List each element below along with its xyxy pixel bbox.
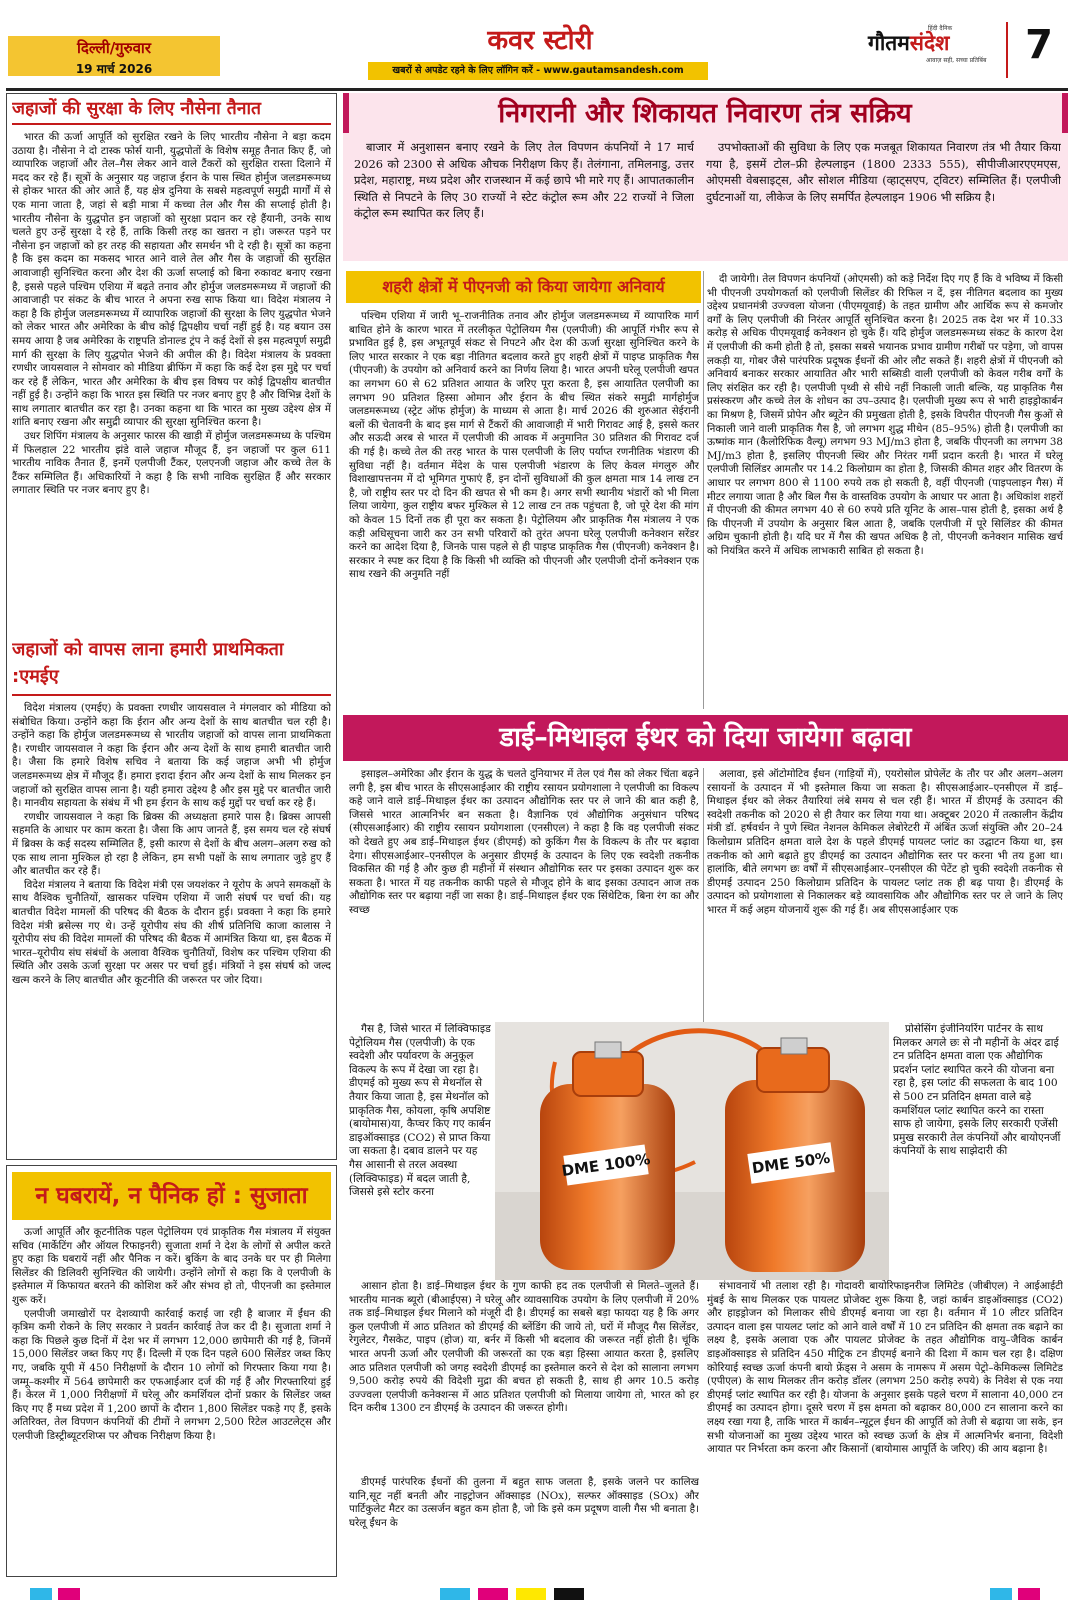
monitoring-accent-left <box>343 93 349 133</box>
dme-col2-bottom: संभावनायें भी तलाश रही है। गोदावरी बायोरिफाइनरीज लिमिटेड (जीबीएल) ने आईआईटी मुंबई के साथ मिलकर एक पायलट प्रोजेक्ट शुरू किया है, जहां कार्बन डाइऑक्साइड (CO2) और हाइड्रोजन को मिलाकर सीधे डीएमई बनाया जा रहा है। वर्तमान में 10 लीटर प्रतिदिन उत्पादन वाला इस पायलट प्लांट को आने वाले वर्षों में 10 टन प्रतिदिन की क्षमता तक बढ़ाने का लक्ष्य है, इसके अलावा एक और पायलट प्रोजेक्ट के तहत औद्योगिक वायु–जैविक कार्बन डाइऑक्साइड से प्रतिदिन 450 मीट्रिक टन डीएमई बनाने की दिशा में काम चल रहा है। दक्षिण कोरियाई स्वच्छ ऊर्जा कंपनी बायो फ्रेंड्स ने असम के नामरूप में असम पेट्रो–केमिकल्स लिमिटेड (एपीएल) के साथ मिलकर तीन करोड़ डॉलर (लगभग 250 करोड़ रुपये) के निवेश से एक नया डीएमई प्लांट स्थापित कर रही है। योजना के अनुसार इसके पहले चरण में सालाना 40,000 टन डीएमई का उत्पादन होगा। दूसरे चरण में इस क्षमता को बढ़ाकर 80,000 टन सालाना करने का लक्ष्य रखा गया है, ताकि भारत में कार्बन–न्यूट्रल ईंधन की आपूर्ति को तेजी से बढ़ाया जा सके, इन सभी योजनाओं का मुख्य उद्देश्य भारत को स्वच्छ ऊर्जा के क्षेत्र में आत्मनिर्भर बनाना, विदेशी आयात पर निर्भरता कम करना और किसानों (बायोमास आपूर्ति के जरिए) की आय बढ़ाना है। <box>707 1280 1063 1456</box>
top-rule <box>6 88 1068 91</box>
dme-cylinders-photo <box>495 1022 889 1280</box>
yellow-mark <box>516 1588 546 1600</box>
png-headline: शहरी क्षेत्रों में पीएनजी को किया जायेगा अनिवार्य <box>346 271 701 303</box>
dme-headline: डाई–मिथाइल ईथर को दिया जायेगा बढ़ावा <box>499 722 912 753</box>
magenta-mark <box>478 1588 508 1600</box>
sujata-headline: न घबरायें, न पैनिक हों : सुजाता <box>12 1172 331 1220</box>
dme-col1-bottom: आसान होता है। डाई–मिथाइल ईथर के गुण काफी हद तक एलपीजी से मिलते–जुलते हैं। भारतीय मानक ब्यूरो (बीआईएस) ने घरेलू और व्यावसायिक उपयोग के लिए एलपीजी में 20% तक डाई–मिथाइल ईथर मिलाने को मंजूरी दी है। डीएमई का सबसे बड़ा फायदा यह है कि अगर कुल एलपीजी में आठ प्रतिशत को डीएमई की ब्लेंडिंग की जाये तो, घरों में मौजूद गैस सिलेंडर, रेगुलेटर, गैसकेट, पाइप (होज) या, बर्नर में किसी भी बदलाव की जरूरत नहीं होती है। चूंकि भारत अपनी ऊर्जा और एलपीजी की जरूरतों का एक बड़ा हिस्सा आयात करता है, इसलिए आठ प्रतिशत एलपीजी को जगह स्वदेशी डीएमई का इस्तेमाल करने से देश को सालाना लगभग 9,500 करोड़ रुपये की विदेशी मुद्रा की बचत हो सकती है, साथ ही अगर 10.5 करोड़ उज्ज्वला एलपीजी कनेक्शन्स में आठ प्रतिशत एलपीजी को मिलाया जायेगा तो, भारत को हर दिन करीब 1300 टन डीएमई के उत्पादन की जरूरत होगी। <box>349 1280 699 1415</box>
logo-text-left: गौतम <box>868 31 910 55</box>
masthead <box>0 0 1074 88</box>
priority-paragraph: रणधीर जायसवाल ने कहा कि ब्रिक्स की अध्यक्षता हमारे पास है। ब्रिक्स आपसी सहमति के आधार पर काम करता है। जैसा कि आप जानते हैं, इस समय चल रहे संघर्ष में ब्रिक्स के कई सदस्य सम्मिलित हैं, इसी कारण से देशों के बीच अलग–अलग रुख को एक साथ लाना मुश्किल हो रहा है लेकिन, हम सभी पक्षों के साथ लगातार जुड़े हुए हैं और बातचीत कर रहे हैं। <box>12 810 331 878</box>
dme-column-rule <box>703 768 704 1023</box>
page-divider <box>1006 22 1008 78</box>
sujata-paragraph: ऊर्जा आपूर्ति और कूटनीतिक पहल पेट्रोलियम एवं प्राकृतिक गैस मंत्रालय में संयुक्त सचिव (मार्केटिंग और ऑयल रिफाइनरी) सुजाता शर्मा ने देश के लोगों से अपील करते हुए कहा कि घबरायें नहीं और पैनिक न करें। बुकिंग के बाद उनके घर पर ही मिलेगा सिलेंडर की डिलिवरी सुनिश्चित की जायेगी। उन्होंने लोगों से कहा कि वे एलपीजी के इस्तेमाल में किफायत बरतने की कोशिश करें और संभव हो तो, पीएनजी का इस्तेमाल शुरू करें। <box>12 1226 331 1306</box>
magenta-mark <box>1018 1588 1040 1600</box>
priority-story <box>12 636 331 1156</box>
dme-col2-top: अलावा, इसे ऑटोमोटिव ईंधन (गाड़ियों में), एयरोसोल प्रोपेलेंट के तौर पर और अलग–अलग रसायनों के उत्पादन में भी इस्तेमाल किया जा सकता है। सीएसआईआर–एनसीएल में डाई–मिथाइल ईथर को लेकर तैयारियां लंबे समय से चल रही हैं। भारत में डीएमई के उत्पादन की स्वदेशी तकनीक को 2020 से ही तैयार कर लिया गया था। अक्टूबर 2020 में तत्कालीन केंद्रीय मंत्री डॉ. हर्षवर्धन ने पुणे स्थित नेशनल केमिकल लेबोरेटरी में अंबिंत ऊर्जा संयुक्ति और 20–24 किलोग्राम प्रतिदिन क्षमता वाले देश के पहले डीएमई पायलट प्लांट का उद्घाटन किया था, इस तकनीक को आगे बढ़ाते हुए डीएमई का उत्पादन औद्योगिक स्तर पर करना भी तय हुआ था। हालांकि, बीते लगभग छः वर्षों में सीएसआईआर–एनसीएल की पेटेंट हो चुकी स्वदेशी तकनीक से डीएमई उत्पादन 250 किलोग्राम प्रतिदिन के पायलट प्लांट तक ही बढ़ पाया है। डीएमई के उत्पादन को प्रयोगशाला से निकालकर बड़े व्यावसायिक और औद्योगिक स्तर पर ले जाने के लिए भारत में कई अहम योजनायें शुरू की गई हैं। अब सीएसआईआर एक <box>707 768 1063 916</box>
issue-date: 19 मार्च 2026 <box>75 62 153 76</box>
logo-subtitle: आवाज़ सही, सच्चा प्रतिबिंब <box>926 57 987 64</box>
monitoring-col2: उपभोक्ताओं की सुविधा के लिए एक मजबूत शिकायत निवारण तंत्र भी तैयार किया गया है, इसमें टोल–फ्री हेल्पलाइन (1800 2333 555), सीपीजीआरएएमएस, ओएमसी वेबसाइट्स, और सोशल मीडिया (व्हाट्सएप, ट्विटर) सम्मिलित हैं। एलपीजी दुर्घटनाओं या, लीकेज के लिए समर्पित हेल्पलाइन 1906 भी सक्रिय है। <box>706 140 1061 204</box>
png-col1: पश्चिम एशिया में जारी भू–राजनीतिक तनाव और होर्मुज जलडमरूमध्य में व्यापारिक मार्ग बाधित होने के कारण भारत में तरलीकृत पेट्रोलियम गैस (एलपीजी) की आपूर्ति गंभीर रूप से प्रभावित हुई है, इस अभूतपूर्व संकट से निपटने और देश की ऊर्जा सुरक्षा सुनिश्चित करने के लिए भारत सरकार ने एक बड़ा नीतिगत बदलाव करते हुए शहरी क्षेत्रों में पाइप्ड प्राकृतिक गैस (पीएनजी) के उपयोग को अनिवार्य करने का निर्णय लिया है। भारत अपनी घरेलू एलपीजी खपत का लगभग 60 से 62 प्रतिशत आयात के जरिए पूरा करता है, इस आयातित एलपीजी का लगभग 90 प्रतिशत हिस्सा ओमान और ईरान के बीच स्थित संकरे समुद्री मार्गहोर्मुज जलडमरूमध्य (स्ट्रेट ऑफ होर्मुज) के माध्यम से आता है। मार्च 2026 की शुरुआत सेईरानी बलों की चेतावनी के बाद इस मार्ग से टैंकरों की आवाजाही में भारी गिरावट आई है, इससे कतर और सऊदी अरब से भारत में एलपीजी की आवक में अनुमानित 30 प्रतिशत की गिरावट दर्ज की गई है। कच्चे तेल की तरह भारत के पास एलपीजी के लिए पर्याप्त रणनीतिक भंडारण की सुविधा नहीं है। वर्तमान मेंदेश के पास एलपीजी भंडारण के लिए केवल मंगलुरु और विशाखापत्तनम में दो भूमिगत गुफाएं हैं, इन दोनों सुविधाओं की कुल क्षमता मात्र 14 लाख टन है, जो राष्ट्रीय स्तर पर दो दिन की खपत से भी कम है। अगर सभी स्थानीय भंडारों को भी मिला लिया जायेगा, कुल राष्ट्रीय बफर मुश्किल से 12 लाख टन तक पहुंचता है, जो पूरे देश की मांग को केवल 15 दिनों तक ही पूरा कर सकता है। पेट्रोलियम और प्राकृतिक गैस मंत्रालय ने एक कड़ी अधिसूचना जारी कर उन सभी परिवारों को तुरंत अपना घरेलू एलपीजी कनेक्शन सरेंडर करने का आदेश दिया है, जिनके पास पहले से ही पाइप्ड प्राकृतिक गैस (पीएनजी) कनेक्शन है। सरकार ने स्पष्ट कर दिया है कि किसी भी व्यक्ति को पीएनजी और एलपीजी दोनों कनेक्शन एक साथ रखने की अनुमति नहीं <box>349 310 699 581</box>
navy-paragraph: भारत की ऊर्जा आपूर्ति को सुरक्षित रखने के लिए भारतीय नौसेना ने बड़ा कदम उठाया है। नौसेना ने दो टास्क फोर्स यानी, युद्धपोतों के विशेष समूह तैनात किए हैं, जो व्यापारिक जहाजों और तेल–गैस लेकर आने वाले टैंकरों को सुरक्षित रास्ता दिलाने में मदद कर रहे हैं। सूत्रों के अनुसार यह जहाज ईरान के पास स्थित होर्मुज जलडमरूमध्य से होकर भारत की ओर आते हैं, यह क्षेत्र दुनिया के सबसे महत्वपूर्ण समुद्री मार्गों में से एक माना जाता है, जहां से बड़ी मात्रा में कच्चा तेल और गैस की सप्लाई होती है। भारतीय नौसेना के युद्धपोत इन जहाजों को सुरक्षा प्रदान कर रहे हैंयानी, उनके साथ चलते हुए उन्हें सुरक्षा दे रहे हैं, ताकि किसी तरह का खतरा न हो। जरूरत पड़ने पर नौसेना इन जहाजों को हर तरह की सहायता और समर्थन भी दे रही है। सूत्रों का कहना है कि इस कदम का मकसद भारत आने वाले तेल और गैस के जहाजों की सुरक्षित आवाजाही सुनिश्चित करना और देश की ऊर्जा सप्लाई को बिना रुकावट बनाए रखना है, इससे पहले पश्चिम एशिया में बढ़ते तनाव और होर्मुज जलडमरूमध्य में जहाजों की आवाजाही पर संकट के बीच भारत ने अपना रुख साफ किया था। विदेश मंत्रालय ने कहा है कि होर्मुज जलडमरूमध्य में व्यापारिक जहाजों की सुरक्षा के लिए युद्धपोत भेजने को लेकर भारत और अमेरिका के बीच कोई द्विपक्षीय चर्चा नहीं हुई है। यह बयान उस समय आया है जब अमेरिका के राष्ट्रपति डोनाल्ड ट्रंप ने कई देशों से इस महत्वपूर्ण समुद्री मार्ग की सुरक्षा के लिए युद्धपोत भेजने की अपील की है। विदेश मंत्रालय के प्रवक्ता रणधीर जायसवाल ने सोमवार को मीडिया ब्रीफिंग में कहा कि कई देश इस मुद्दे पर चर्चा कर रहे हैं लेकिन, भारत और अमेरिका के बीच इस विषय पर कोई द्विपक्षीय बातचीत नहीं हुई है। उन्होंने कहा कि भारत इस स्थिति पर नजर बनाए हुए है और विभिन्न देशों के साथ लगातार बातचीत कर रहा है। उनका कहना था कि भारत का मुख्य उद्देश्य क्षेत्र में शांति बनाए रखना और समुद्री व्यापार की सुरक्षा सुनिश्चित करना है। <box>12 131 331 429</box>
color-registration-bar <box>0 1584 1074 1600</box>
priority-paragraph: विदेश मंत्रालय (एमईए) के प्रवक्ता रणधीर जायसवाल ने मंगलवार को मीडिया को संबोधित किया। उन्होंने कहा कि ईरान और अन्य देशों के साथ बातचीत चल रही है। उन्होंने कहा कि होर्मुज जलडमरूमध्य से भारतीय जहाजों को वापस लाना प्राथमिकता है। रणधीर जायसवाल ने कहा कि ईरान और अन्य देशों के साथ हमारी बातचीत जारी है। जैसा कि हमारे विशेष सचिव ने बताया कि कई जहाज अभी भी होर्मुज जलडमरूमध्य क्षेत्र में मौजूद हैं। हमारा इरादा ईरान और अन्य देशों के साथ मिलकर इन जहाजों को सुरक्षित वापस लाना है। यही हमारा उद्देश्य है और इस मुद्दे पर बातचीत जारी है। मानवीय सहायता के संबंध में भी हम ईरान के साथ कई मुद्दों पर चर्चा कर रहे हैं। <box>12 702 331 810</box>
logo-top-text: हिंदी दैनिक <box>928 25 953 32</box>
cylinder-left-label: DME 100% <box>560 1149 652 1181</box>
cyan-mark <box>30 1588 52 1600</box>
website-link[interactable]: www.gautamsandesh.com <box>543 65 684 76</box>
dme-col1-left: गैस है, जिसे भारत में लिक्विफाइड पेट्रोलियम गैस (एलपीजी) के एक स्वदेशी और पर्यावरण के अनुकूल विकल्प के रूप में देखा जा रहा है। डीएमई को मुख्य रूप से मेथनॉल से तैयार किया जाता है, इस मेथनॉल को प्राकृतिक गैस, कोयला, कृषि अपशिष्ट (बायोमास)या, कैप्चर किए गए कार्बन डाइऑक्साइड (CO2) से प्राप्त किया जा सकता है। दबाव डालने पर यह गैस आसानी से तरल अवस्था (लिक्विफाइड) में बदल जाती है, जिससे इसे स्टोर करना <box>349 1023 491 1199</box>
dme-col2-right: प्रोसेसिंग इंजीनियरिंग पार्टनर के साथ मिलकर अगले छः से नौ महीनों के अंदर ढाई टन प्रतिदिन क्षमता वाला एक औद्योगिक प्रदर्शन प्लांट स्थापित करने की योजना बना रहा है, इस प्लांट की सफलता के बाद 100 से 500 टन प्रतिदिन क्षमता वाले बड़े कमर्शियल प्लांट स्थापित करने का रास्ता साफ हो जायेगा, इसके लिए सरकारी एजेंसी प्रमुख सरकारी तेल कंपनियों और बायोएनर्जी कंपनियों के साथ साझेदारी की <box>893 1023 1061 1158</box>
cyan-mark <box>990 1588 1012 1600</box>
monitoring-col1: बाजार में अनुशासन बनाए रखने के लिए तेल विपणन कंपनियों ने 17 मार्च 2026 को 2300 से अधिक औचक निरीक्षण किए हैं। तेलंगाना, तमिलनाडु, उत्तर प्रदेश, महाराष्ट्र, मध्य प्रदेश और राजस्थान में कई छापे भी मारे गए हैं। आपातकालीन स्थिति से निपटने के लिए 30 राज्यों ने स्टेट कंट्रोल रूम और 22 राज्यों ने जिला कंट्रोल रूम स्थापित कर लिए हैं। <box>354 140 694 220</box>
navy-story <box>12 97 331 631</box>
dme-col1-top: इसाइल–अमेरिका और ईरान के युद्ध के चलते दुनियाभर में तेल एवं गैस को लेकर चिंता बढ़ने लगी है, इस बीच भारत के सीएसआईआर की राष्ट्रीय रसायन प्रयोगशाला ने एलपीजी का विकल्प कहे जाने वाले डाई–मिथाइल ईथर का उत्पादन औद्योगिक स्तर पर ले जाने की बात कही है, जिससे भारत आत्मनिर्भर बन सकता है। वैज्ञानिक एवं औद्योगिक अनुसंधान परिषद (सीएसआईआर) की राष्ट्रीय रसायन प्रयोगशाला (एनसीएल) ने कहा है कि वह एलपीजी संकट को देखते हुए अब डाई–मिथाइल ईथर (डीएमई) को कुकिंग गैस के विकल्प के तौर पर बढ़ावा देगा। सीएसआईआर–एनसीएल के अनुसार डीएमई के उत्पादन के लिए एक स्वदेशी तकनीक विकसित की गई है और कुछ ही महीनों में संस्थान औद्योगिक स्तर पर इसका उत्पादन शुरू कर सकता है। भारत में यह तकनीक काफी पहले से मौजूद होने के बाद इसका उत्पादन आज तक औद्योगिक स्तर पर बढ़ाया नहीं जा सका है। डाई–मिथाइल ईथर एक सिंथेटिक, बिना रंग का और स्वच्छ <box>349 768 699 916</box>
navy-paragraph: उधर शिपिंग मंत्रालय के अनुसार फारस की खाड़ी में होर्मुज जलडमरूमध्य के पश्चिम में फिलहाल 22 भारतीय झंडे वाले जहाज मौजूद हैं, इन जहाजों पर कुल 611 भारतीय नाविक तैनात हैं, इनमें एलपीजी टैंकर, एलएनजी जहाज और कच्चे तेल के टैंकर सम्मिलित हैं। अधिकारियों ने कहा है कि सभी नाविक सुरक्षित हैं और सरकार लगातार स्थिति पर नजर बनाए हुए है। <box>12 430 331 497</box>
priority-paragraph: विदेश मंत्रालय ने बताया कि विदेश मंत्री एस जयशंकर ने यूरोप के अपने समकक्षों के साथ वैश्विक चुनौतियों, खासकर पश्चिम एशिया में जारी संघर्ष पर चर्चा की। यह बातचीत विदेश मामलों की परिषद की बैठक के दौरान हुई। प्रवक्ता ने कहा कि हमारे विदेश मंत्री ब्रसेल्स गए थे। उन्हें यूरोपीय संघ की शीर्ष प्रतिनिधि काजा कालास ने यूरोपीय संघ की विदेश मामलों की परिषद की बैठक में आमंत्रित किया था, इस बैठक में भारत–यूरोपीय संघ संबंधों के अलावा वैश्विक चुनौतियों, विशेष कर पश्चिम एशिया की स्थिति और उसके ऊर्जा सुरक्षा पर असर पर चर्चा हुई। मंत्रियों ने इस संघर्ष को जल्द खत्म करने के लिए बातचीत और कूटनीति की जरूरत पर जोर दिया। <box>12 878 331 986</box>
priority-headline: जहाजों को वापस लाना हमारी प्राथमिकता :एमईए <box>12 636 331 696</box>
navy-headline: जहाजों की सुरक्षा के लिए नौसेना तैनात <box>12 97 331 125</box>
tagline-text: खबरों से अपडेट रहने के लिए लॉगिन करें - <box>392 65 544 76</box>
newspaper-logo <box>868 24 998 74</box>
png-column-rule <box>703 271 704 709</box>
magenta-mark <box>58 1588 80 1600</box>
logo-text-right: संदेश <box>909 31 950 55</box>
section-title: कवर स्टोरी <box>487 25 593 56</box>
page-number: 7 <box>1025 22 1053 68</box>
cylinder-right-label: DME 50% <box>750 1148 832 1178</box>
png-col2: दी जायेगी। तेल विपणन कंपनियों (ओएमसी) को कड़े निर्देश दिए गए हैं कि वे भविष्य में किसी भी पीएनजी उपयोगकर्ता को एलपीजी सिलेंडर की रिफिल न दें, इस नीतिगत बदलाव का मुख्य उद्देश्य प्रधानमंत्री उज्ज्वला योजना (पीएमयूवाई) के तहत ग्रामीण और आर्थिक रूप से कमजोर वर्गों के लिए एलपीजी की निरंतर आपूर्ति सुनिश्चित करना है। 2025 तक देश भर में 10.33 करोड़ से अधिक पीएमयूवाई कनेक्शन हो चुके हैं। यदि होर्मुज जलडमरूमध्य संकट के कारण देश में एलपीजी की कमी होती है तो, इसका सबसे भयानक प्रभाव ग्रामीण गरीबों पर पड़ेगा, जो वापस लकड़ी या, गोबर जैसे पारंपरिक प्रदूषक ईंधनों की ओर लौट सकते हैं। शहरी क्षेत्रों में पीएनजी को अनिवार्य बनाकर सरकार आयातित और भारी सब्सिडी वाली एलपीजी को केवल गरीब वर्गों के लिए संरक्षित कर रही है। एलपीजी पृथ्वी से सीधे नहीं निकाली जाती बल्कि, यह प्राकृतिक गैस प्रसंस्करण और कच्चे तेल के शोधन का उप–उत्पाद है। एलपीजी मुख्य रूप से भारी हाइड्रोकार्बन का मिश्रण है, जिसमें प्रोपेन और ब्यूटेन की प्रमुखता होती है, इसके विपरीत पीएनजी गैस कुओं से निकाली जाने वाली प्राकृतिक गैस है, जो लगभग शुद्ध मीथेन (85–95%) होती है। एलपीजी का ऊष्मांक मान (कैलोरिफिक वैल्यू) लगभग 93 MJ/m3 होता है, जबकि पीएनजी का लगभग 38 MJ/m3 होता है, इसलिए पीएनजी स्थिर और निरंतर गर्मी प्रदान करती है। भारत में घरेलू एलपीजी सिलिंडर आमतौर पर 14.2 किलोग्राम का होता है, जिसकी कीमत शहर और वितरण के आधार पर लगभग 800 से 1100 रुपये तक हो सकती है, वहीं पीएनजी (पाइपलाइन गैस) में मीटर लगाया जाता है और बिल गैस के वास्तविक उपयोग के आधार पर आता है। अधिकांश शहरों में पीएनजी की कीमत लगभग 40 से 60 रुपये प्रति यूनिट के आस–पास होती है, इसका अर्थ है कि पीएनजी में उपयोग के अनुसार बिल आता है, जबकि एलपीजी में पूरे सिलिंडर की कीमत अग्रिम चुकानी होती है। यदि घर में गैस की खपत अधिक है तो, पीएनजी कनेक्शन मासिक खर्च को नियंत्रित करने में अधिक लाभकारी साबित हो सकता है। <box>707 273 1063 557</box>
date-box <box>8 36 220 76</box>
monitoring-headline: निगरानी और शिकायत निवारण तंत्र सक्रिय <box>498 98 912 129</box>
cylinders-illustration <box>495 1022 889 1280</box>
dme-col1-bottom2: डीएमई पारंपरिक ईंधनों की तुलना में बहुत साफ जलता है, इसके जलने पर कालिख यानि,सूट नहीं बनती और नाइट्रोजन ऑक्साइड (NOx), सल्फर ऑक्साइड (SOx) और पार्टिकुलेट मैटर का उत्सर्जन बहुत कम होता है, जो कि इसे कम प्रदूषण वाली गैस भी बनाता है। घरेलू ईंधन के <box>349 1476 699 1529</box>
monitoring-accent-right <box>1062 93 1068 133</box>
city-day: दिल्ली/गुरुवार <box>77 39 151 57</box>
tagline-bar <box>368 62 708 80</box>
sujata-paragraph: एलपीजी जमाखोरों पर देशव्यापी कार्रवाई कराई जा रही है बाजार में ईंधन की कृत्रिम कमी रोकने के लिए सरकार ने प्रवर्तन कार्रवाई तेज कर दी है। सुजाता शर्मा ने कहा कि पिछले कुछ दिनों में देश भर में लगभग 12,000 छापेमारी की गई है, जिनमें 15,000 सिलेंडर जब्त किए गए हैं। दिल्ली में एक दिन पहले 600 सिलेंडर जब्त किए गए, जबकि यूपी में 450 निरीक्षणों के दौरान 10 लोगों को गिरफ्तार किया गया है। जम्मू–कश्मीर में 564 छापेमारी कर एफआईआर दर्ज की गई हैं और गिरफ्तारियां हुई हैं। केरल में 1,000 निरीक्षणों में घरेलू और कमर्शियल दोनों प्रकार के सिलेंडर जब्त किए गए हैं मध्य प्रदेश में 1,200 छापों के दौरान 1,800 सिलेंडर पकड़े गए हैं, इसके अतिरिक्त, तेल विपणन कंपनियों की टीमों ने लगभग 2,500 रिटेल आउटलेट्स और एलपीजी डिस्ट्रीब्यूटरशिप्स पर औचक निरीक्षण किया है। <box>12 1307 331 1442</box>
black-mark <box>554 1588 584 1600</box>
sujata-story <box>12 1226 331 1574</box>
cyan-mark <box>440 1588 470 1600</box>
